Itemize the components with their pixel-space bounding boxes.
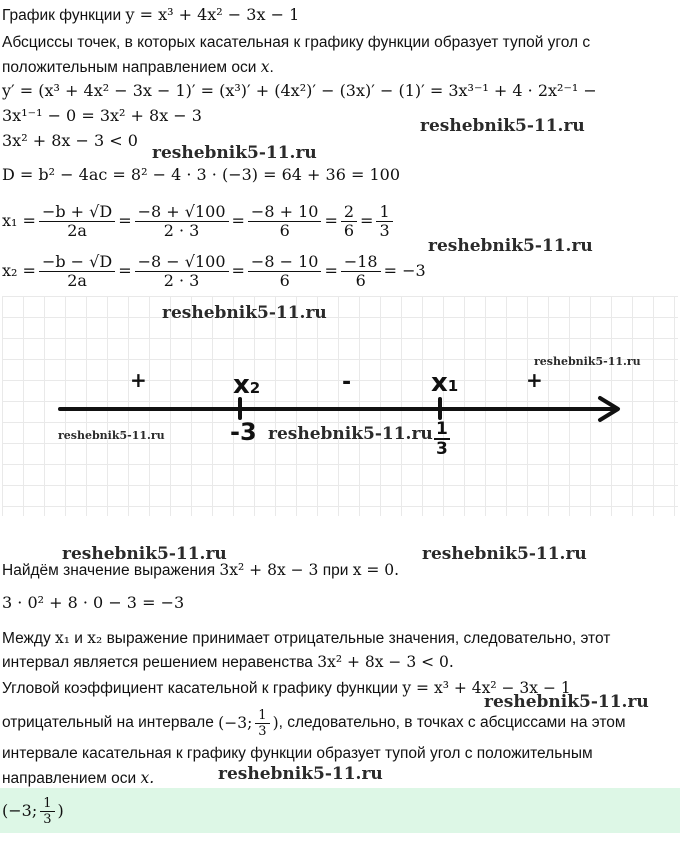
check-prefix: Найдём значение выражения [2, 562, 216, 579]
sign-plus-right: + [526, 368, 543, 392]
frac-num: 1 [255, 708, 269, 724]
discriminant: D = b² − 4ac = 8² − 4 · 3 · (−3) = 64 + 36 = 100 [2, 165, 401, 184]
x1-letter: x [431, 368, 448, 398]
conclusion-inequality: 3x² + 8x − 3 < 0. [317, 653, 454, 671]
root1-frac-2 [135, 203, 229, 240]
frac-num: −8 + √100 [135, 203, 229, 222]
conclusion-text: выражение принимает отрицательные значения, следовательно, этот [106, 630, 611, 647]
function-formula: y = x³ + 4x² − 3x − 1 [125, 5, 300, 24]
frac-num: 2 [341, 203, 357, 222]
frac-den: 6 [279, 270, 290, 290]
interval-frac [255, 708, 269, 739]
frac-num: −8 + 10 [248, 203, 322, 222]
frac-den: 6 [279, 220, 290, 240]
frac-den: 2a [67, 270, 87, 290]
sign-plus-left: + [130, 368, 147, 392]
root2-frac-2 [135, 253, 229, 290]
conclusion-line-1 [2, 628, 676, 649]
answer-close: ) [57, 801, 64, 820]
root1-frac-1 [39, 203, 115, 240]
inequality: 3x² + 8x − 3 < 0 [2, 131, 138, 150]
watermark: reshebnik5-11.ru [484, 692, 649, 712]
check-middle: при [322, 562, 349, 579]
check-expr: 3x² + 8x − 3 [219, 561, 319, 579]
heading-prefix: График функции [2, 7, 122, 24]
root2-frac-4 [341, 253, 381, 290]
value-x2: -3 [230, 418, 257, 446]
frac-num: 1 [376, 203, 392, 222]
conclusion-line-2 [2, 652, 676, 673]
frac-den: 6 [355, 270, 366, 290]
watermark: reshebnik5-11.ru [534, 355, 641, 368]
question-line-2 [2, 57, 676, 78]
label-x2 [233, 370, 260, 400]
question-text: положительным направлением оси [2, 59, 257, 76]
frac-den: 3 [379, 220, 390, 240]
x2-subscript: 2 [249, 379, 261, 397]
frac-den: 2 · 3 [163, 220, 200, 240]
root2-row: x₂ = $\frac{-b - √D}{2a}$ = $\frac{-8 - √100}{2 \cdot 3}$ = $\frac{-8 - 10}{6}$ = $\frac{-18}{6}$ = −3 [2, 251, 426, 290]
root2-frac-1 [39, 253, 115, 290]
interval-open: (−3; [218, 714, 253, 732]
conclusion-text: и [74, 630, 83, 647]
frac-den: 2a [67, 220, 87, 240]
derivative-line-2: 3x¹⁻¹ − 0 = 3x² + 8x − 3 [2, 106, 202, 125]
label-x1 [431, 368, 458, 398]
slope-text: направлением оси [2, 770, 137, 787]
watermark: reshebnik5-11.ru [268, 424, 433, 444]
number-line-grid [2, 296, 678, 516]
slope-line-3: интервале касательная к графику функции образует тупой угол с положительным [2, 745, 593, 762]
slope-text: Угловой коэффициент касательной к графику функции [2, 680, 399, 697]
x1-subscript: 1 [447, 377, 459, 395]
slope-function: y = x³ + 4x² − 3x − 1 [402, 679, 571, 697]
answer [2, 794, 64, 828]
conclusion-text: Между [2, 630, 51, 647]
slope-axis: x. [140, 769, 155, 787]
sign-minus-middle: - [342, 370, 352, 395]
frac-num: 1 [40, 796, 54, 812]
watermark: reshebnik5-11.ru [428, 236, 593, 256]
root2-frac-3 [248, 253, 322, 290]
watermark: reshebnik5-11.ru [162, 303, 327, 323]
watermark: reshebnik5-11.ru [422, 544, 587, 564]
frac-den: 3 [43, 811, 52, 827]
axis-variable: x [260, 58, 270, 76]
root1-row: x₁ = $\frac{-b + √D}{2a}$ = $\frac{-8 + √100}{2 \cdot 3}$ = $\frac{-8 + 10}{6}$ = $\frac{2}{6}$ = $\frac{1}{3}$ [2, 196, 396, 246]
heading [2, 4, 676, 26]
root1-frac-5 [376, 203, 392, 240]
watermark: reshebnik5-11.ru [218, 764, 383, 784]
question-period: . [269, 59, 274, 76]
answer-open: (−3; [2, 801, 38, 820]
frac-num: −18 [341, 253, 381, 272]
value-x1 [434, 420, 450, 458]
conclusion-x2: x₂ [87, 629, 103, 647]
check-cond: x = 0. [352, 561, 400, 579]
interval-close: ) [272, 714, 279, 732]
frac-den: 3 [258, 723, 267, 739]
frac-den: 2 · 3 [163, 270, 200, 290]
derivative-line-1: y′ = (x³ + 4x² − 3x − 1)′ = (x³)′ + (4x²)′ − (3x)′ − (1)′ = 3x³⁻¹ + 4 · 2x²⁻¹ − [2, 81, 597, 100]
root1-frac-3 [248, 203, 322, 240]
watermark: reshebnik5-11.ru [152, 143, 317, 163]
x2-letter: x [233, 370, 250, 400]
root2-lhs: x₂ = [2, 261, 36, 280]
answer-frac [40, 796, 54, 827]
x1-den: 3 [436, 439, 448, 459]
watermark: reshebnik5-11.ru [420, 116, 585, 136]
slope-text: , следовательно, в точках с абсциссами на этом [278, 714, 626, 731]
question-line-1: Абсциссы точек, в которых касательная к графику функции образует тупой угол с [2, 34, 591, 51]
check-calculation: 3 · 0² + 8 · 0 − 3 = −3 [2, 593, 185, 612]
conclusion-x1: x₁ [55, 629, 70, 647]
frac-num: −8 − 10 [248, 253, 322, 272]
frac-num: −b + √D [39, 203, 115, 222]
watermark: reshebnik5-11.ru [62, 544, 227, 564]
watermark: reshebnik5-11.ru [58, 429, 165, 442]
frac-num: −8 − √100 [135, 253, 229, 272]
answer-box [0, 788, 680, 833]
root1-lhs: x₁ = [2, 211, 36, 230]
slope-text: отрицательный на интервале [2, 714, 214, 731]
number-line-svg [2, 296, 678, 516]
frac-den: 6 [343, 220, 355, 240]
conclusion-text: интервал является решением неравенства [2, 654, 313, 671]
x1-num: 1 [436, 419, 448, 439]
root1-frac-4 [341, 203, 357, 240]
frac-num: −b − √D [39, 253, 115, 272]
root2-result: = −3 [383, 261, 426, 280]
